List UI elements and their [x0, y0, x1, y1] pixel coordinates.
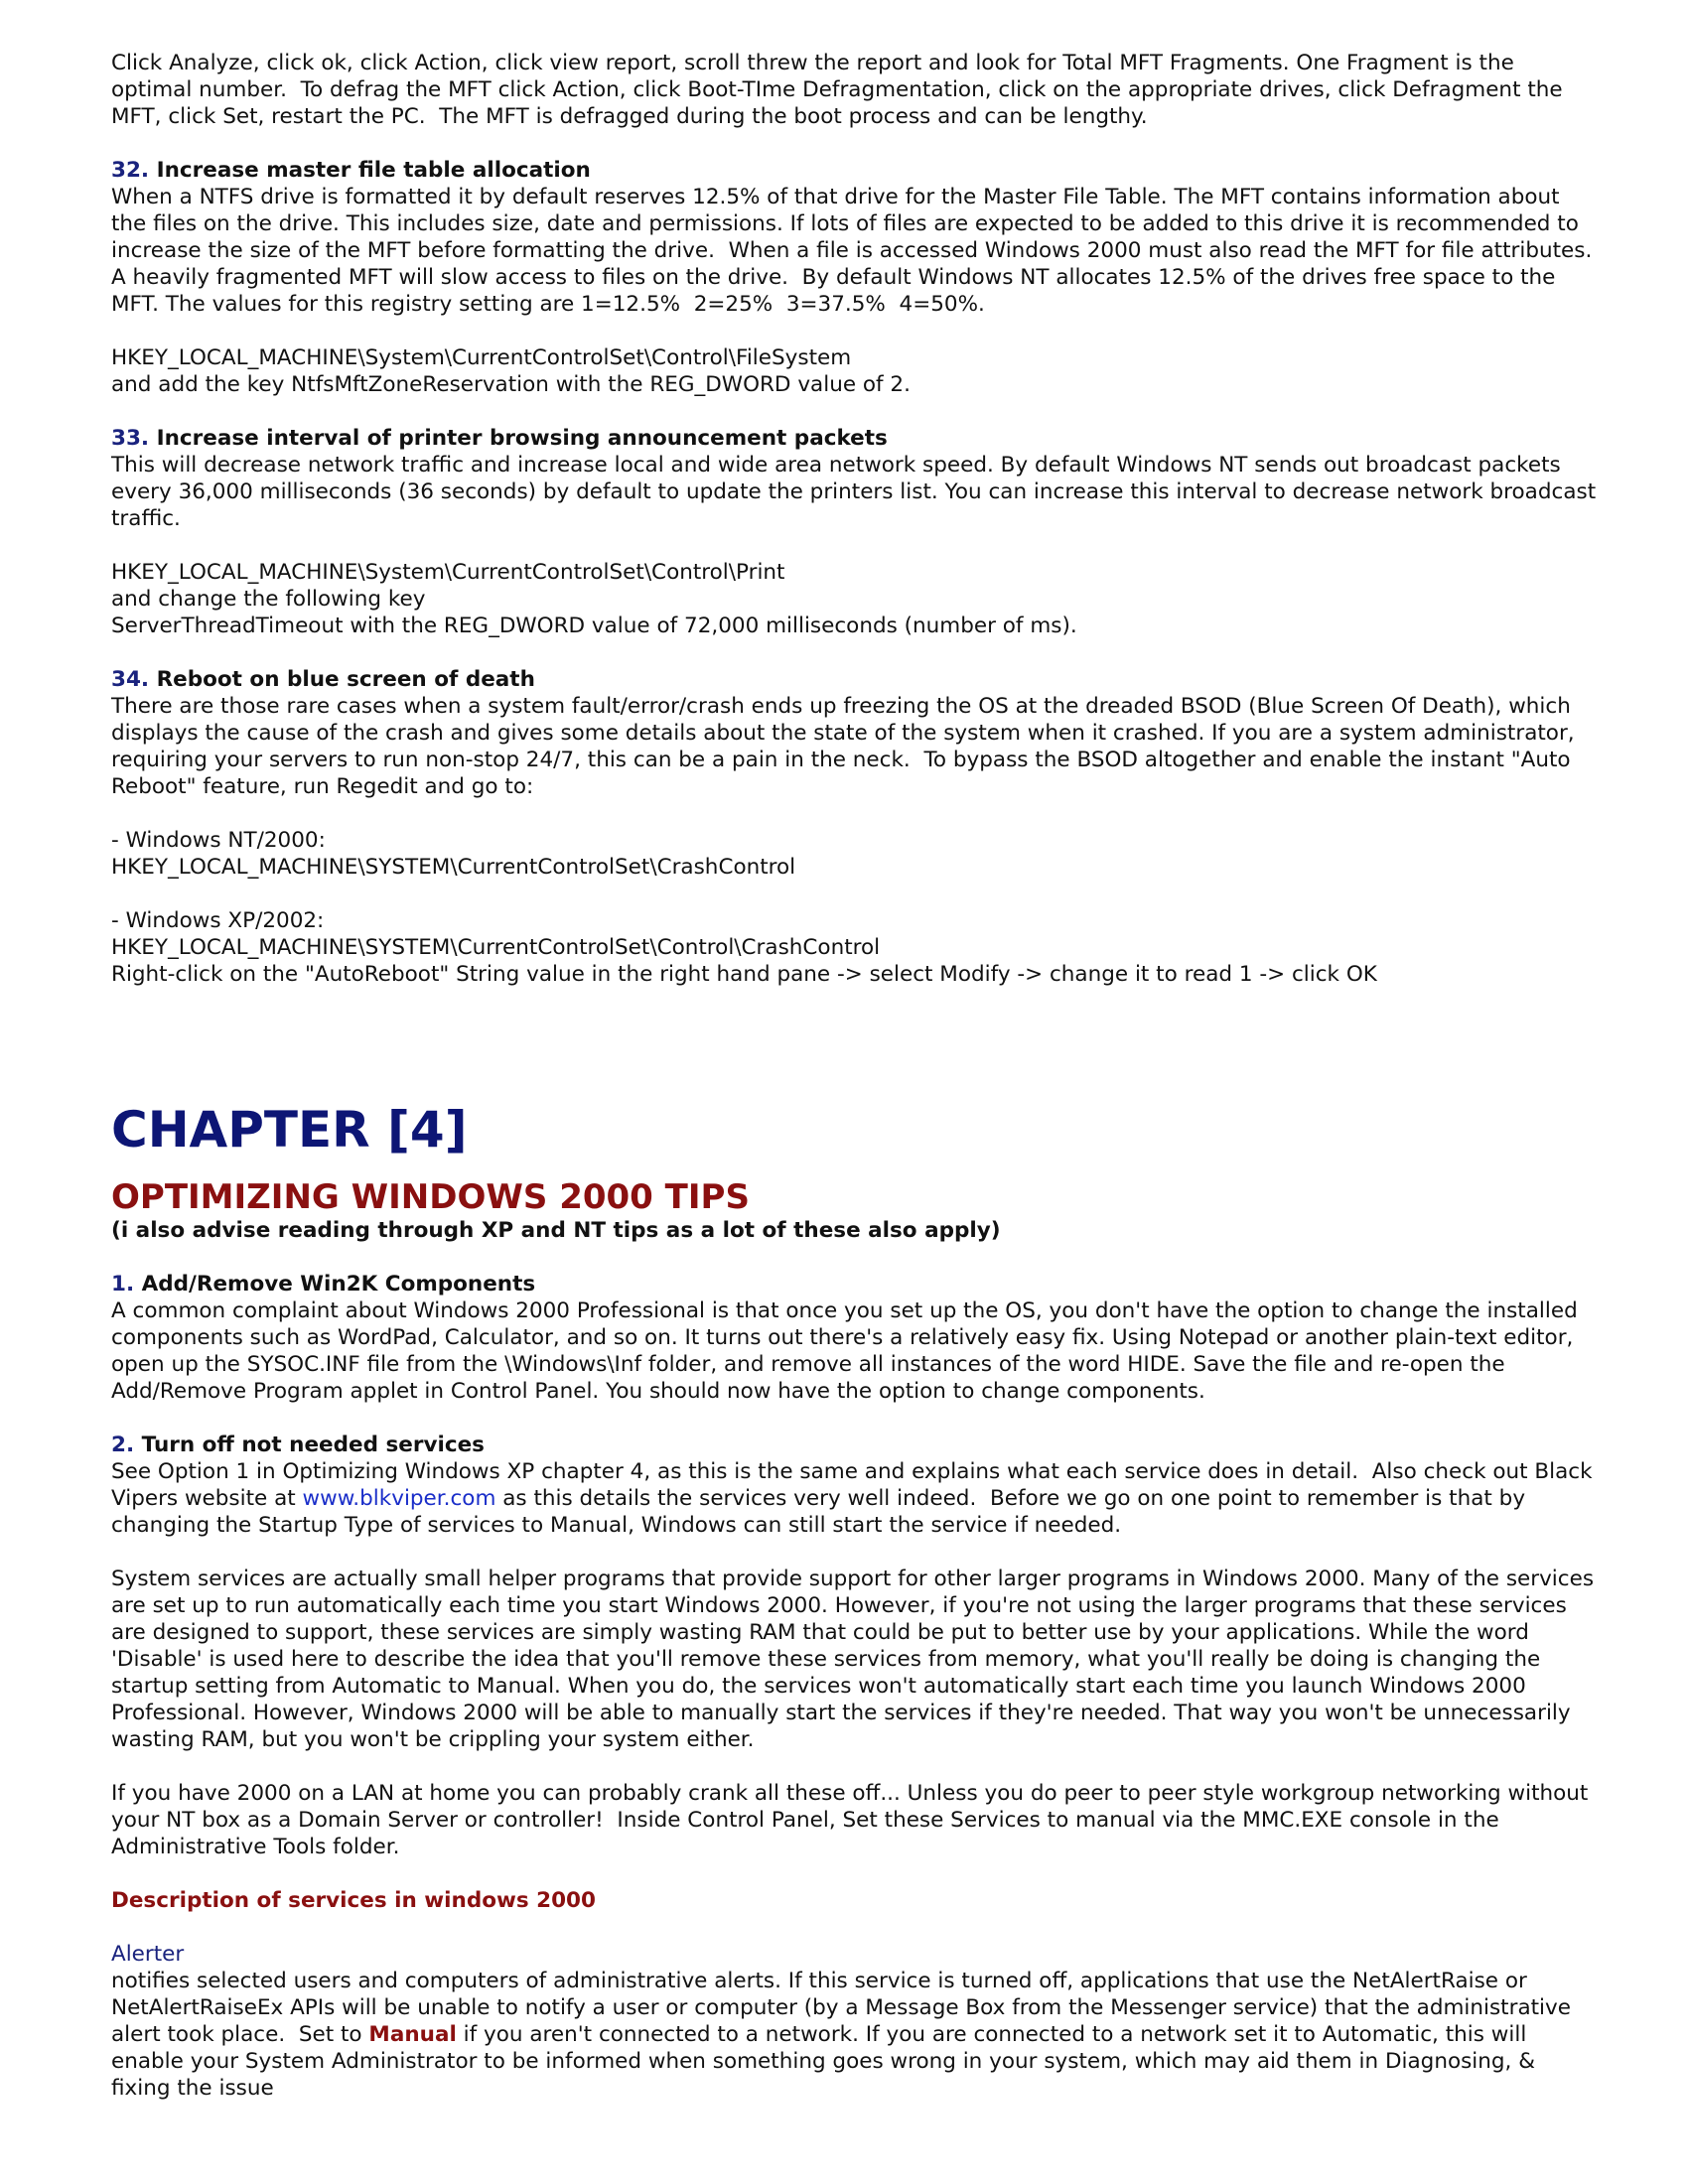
w2k-tip-1-heading — [111, 1271, 1601, 1297]
alerter-text-end: if you aren't connected to a network. If you are connected to a network set it to Automatic, this will enable your System Administrator to be informed when something goes wrong in your system, which may aid them in Diagnosing, & fixing the issue — [111, 2022, 1542, 2101]
tip-33-registry-path: HKEY_LOCAL_MACHINE\System\CurrentControlSet\Control\Print — [111, 560, 785, 585]
blkviper-link[interactable]: www.blkviper.com — [302, 1486, 496, 1511]
tip-32-registry-note: and add the key NtfsMftZoneReservation with the REG_DWORD value of 2. — [111, 372, 911, 397]
tip-32-registry-path: HKEY_LOCAL_MACHINE\System\CurrentControlSet\Control\FileSystem — [111, 345, 852, 370]
chapter-title: CHAPTER [4] — [111, 1101, 468, 1159]
tip-34-title: Reboot on blue screen of death — [156, 667, 535, 692]
tip-32-heading — [111, 157, 1601, 184]
w2k-tip-2-body-end: as this details the services very well indeed. Before we go on one point to remember is that by changing the Startup Type of services to Manual, Windows can still start the service if needed. — [111, 1486, 1532, 1538]
w2k-tip-1-number: 1. — [111, 1272, 135, 1297]
w2k-tip-2-body-start: See Option 1 in Optimizing Windows XP chapter 4, as this is the same and explains what each service does in detail. Also check out Black Vipers website at — [111, 1459, 1600, 1511]
tip-32-body: When a NTFS drive is formatted it by default reserves 12.5% of that drive for the Master File Table. The MFT contains information about the files on the drive. This includes size, date and permissions. If lots of files are expected to be added to this drive it is recommended to increase the size of the MFT before formatting the drive. When a file is accessed Windows 2000 must also read the MFT for file attributes. A heavily fragmented MFT will slow access to files on the drive. By default Windows NT allocates 12.5% of the drives free space to the MFT. The values for this registry setting are 1=12.5% 2=25% 3=37.5% 4=50%. — [111, 185, 1600, 317]
tip-34-nt-label: - Windows NT/2000: — [111, 828, 326, 853]
services-heading: Description of services in windows 2000 — [111, 1888, 596, 1913]
tip-34-number: 34. — [111, 667, 150, 692]
alerter-title: Alerter — [111, 1942, 185, 1967]
w2k-tip-2-number: 2. — [111, 1433, 135, 1457]
alerter-manual-label: Manual — [368, 2022, 457, 2047]
tip-33-number: 33. — [111, 426, 150, 451]
tip-33-heading — [111, 425, 1601, 452]
w2k-tip-2-paragraph-2: System services are actually small helper programs that provide support for other larger programs in Windows 2000. Many of the services are set up to run automatically each time you start Windows 2000. However, if you're not using the larger programs that these services are designed to support, these services are simply wasting RAM that could be put to better use by your applications. While the word 'Disable' is used here to describe the idea that you'll remove these services from memory, what you'll really be doing is changing the startup setting from Automatic to Manual. When you do, the services won't automatically start each time you launch Windows 2000 Professional. However, Windows 2000 will be able to manually start the services if they're needed. That way you won't be unnecessarily wasting RAM, but you won't be crippling your system either. — [111, 1567, 1601, 1752]
section-subtitle: (i also advise reading through XP and NT tips as a lot of these also apply) — [111, 1218, 1001, 1243]
section-title: OPTIMIZING WINDOWS 2000 TIPS — [111, 1177, 750, 1217]
tip-34-body: There are those rare cases when a system fault/error/crash ends up freezing the OS at the dreaded BSOD (Blue Screen Of Death), which displays the cause of the crash and gives some details about the state of the system when it crashed. If you are a system administrator, requiring your servers to run non-stop 24/7, this can be a pain in the neck. To bypass the BSOD altogether and enable the instant "Auto Reboot" feature, run Regedit and go to: — [111, 694, 1582, 799]
tip-34-xp-label: - Windows XP/2002: — [111, 908, 325, 933]
alerter-description — [111, 1968, 1601, 2102]
tip-33-registry-note-1: and change the following key — [111, 587, 426, 612]
tip-34-heading — [111, 666, 1601, 693]
tip-34-xp-path: HKEY_LOCAL_MACHINE\SYSTEM\CurrentControlSet\Control\CrashControl — [111, 935, 881, 960]
w2k-tip-2-body — [111, 1458, 1601, 1539]
tip-33-body: This will decrease network traffic and increase local and wide area network speed. By default Windows NT sends out broadcast packets every 36,000 milliseconds (36 seconds) by default to update the printers list. You can increase this interval to decrease network broadcast traffic. — [111, 453, 1603, 531]
tip-34-nt-path: HKEY_LOCAL_MACHINE\SYSTEM\CurrentControlSet\CrashControl — [111, 855, 796, 880]
w2k-tip-2-heading — [111, 1432, 1601, 1458]
tip-33-title: Increase interval of printer browsing announcement packets — [156, 426, 888, 451]
w2k-tip-2-title: Turn off not needed services — [141, 1433, 485, 1457]
alerter-text-start: notifies selected users and computers of administrative alerts. If this service is turned off, applications that use the NetAlertRaise or NetAlertRaiseEx APIs will be unable to notify a user or computer (by a Message Box from the Messenger service) that the administrative alert took place. Set to — [111, 1969, 1578, 2047]
tip-33-registry-note-2: ServerThreadTimeout with the REG_DWORD value of 72,000 milliseconds (number of ms). — [111, 614, 1077, 638]
w2k-tip-1-body: A common complaint about Windows 2000 Professional is that once you set up the OS, you don't have the option to change the installed components such as WordPad, Calculator, and so on. It turns out there's a relatively easy fix. Using Notepad or another plain-text editor, open up the SYSOC.INF file from the \Windows\Inf folder, and remove all instances of the word HIDE. Save the file and re-open the Add/Remove Program applet in Control Panel. You should now have the option to change components. — [111, 1298, 1585, 1404]
w2k-tip-1-title: Add/Remove Win2K Components — [141, 1272, 536, 1297]
tip-32-title: Increase master file table allocation — [156, 158, 591, 183]
tip-34-instruction: Right-click on the "AutoReboot" String value in the right hand pane -> select Modify -> change it to read 1 -> click OK — [111, 962, 1377, 987]
document-page — [111, 50, 1601, 2102]
intro-paragraph: Click Analyze, click ok, click Action, click view report, scroll threw the report and look for Total MFT Fragments. One Fragment is the optimal number. To defrag the MFT click Action, click Boot-TIme Defragmentation, click on the appropriate drives, click Defragment the MFT, click Set, restart the PC. The MFT is defragged during the boot process and can be lengthy. — [111, 51, 1570, 129]
tip-32-number: 32. — [111, 158, 150, 183]
w2k-tip-2-paragraph-3: If you have 2000 on a LAN at home you can probably crank all these off... Unless you do peer to peer style workgroup networking without your NT box as a Domain Server or controller! Inside Control Panel, Set these Services to manual via the MMC.EXE console in the Administrative Tools folder. — [111, 1781, 1596, 1859]
